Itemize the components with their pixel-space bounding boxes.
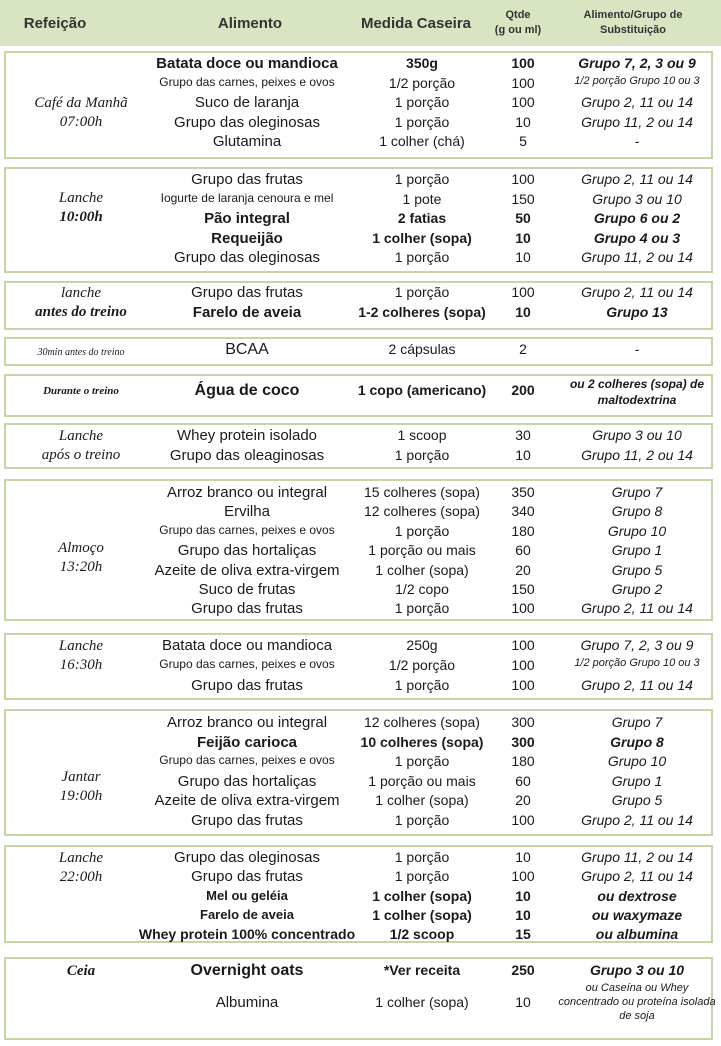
medida-cell: 1/2 copo [395, 581, 449, 597]
medida-cell: 12 colheres (sopa) [364, 714, 480, 730]
qtde-cell: 100 [511, 868, 535, 885]
medida-cell: 1-2 colheres (sopa) [358, 304, 486, 320]
substituicao-cell: ou albumina [595, 926, 679, 943]
medida-cell: 1 porção [394, 600, 450, 617]
substituicao-cell: Grupo 2, 11 ou 14 [581, 868, 693, 885]
substituicao-cell: Grupo 3 ou 10 [592, 190, 682, 207]
medida-cell: 1 scoop [397, 427, 447, 443]
substituicao-cell: 1/2 porção Grupo 10 ou 3 [574, 74, 700, 87]
qtde-cell: 10 [515, 994, 531, 1010]
medida-cell: 1 porção [394, 811, 450, 828]
qtde-cell: 10 [515, 906, 531, 923]
qtde-cell: 10 [515, 229, 531, 246]
medida-cell: 1 porção [394, 113, 450, 130]
alimento-cell: Whey protein 100% concentrado [138, 926, 356, 943]
meal-label-line: Lanche [58, 850, 104, 866]
meal-block [4, 479, 713, 621]
header-substituicao [548, 0, 718, 46]
medida-cell: 1 porção ou mais [368, 772, 476, 789]
substituicao-cell: Grupo 5 [611, 561, 663, 578]
meal-label-line: Durante o treino [43, 385, 119, 397]
header-refeicao: Refeição [23, 14, 87, 32]
medida-cell: 1 porção [394, 868, 450, 885]
meal-block [4, 374, 713, 417]
qtde-cell: 10 [515, 887, 531, 904]
medida-cell: 1 colher (sopa) [375, 561, 469, 578]
substituicao-cell: Grupo 13 [606, 304, 668, 320]
qtde-cell: 30 [515, 427, 531, 443]
substituicao-cell: Grupo 7, 2, 3 ou 9 [580, 637, 694, 653]
alimento-cell: Grupo das oleginosas [174, 249, 320, 266]
substituicao-cell: Grupo 10 [607, 522, 667, 539]
meal-block [4, 709, 713, 836]
substituicao-cell: Grupo 5 [611, 792, 663, 808]
medida-cell: 1 colher (sopa) [372, 887, 472, 904]
qtde-cell: 50 [515, 210, 531, 226]
medida-cell: 1 porção [394, 171, 450, 187]
qtde-cell: 10 [515, 447, 531, 463]
meal-label-line: 30min antes do treino [37, 347, 125, 358]
qtde-cell: 180 [511, 522, 535, 539]
qtde-cell: 250 [511, 962, 535, 978]
table-header [0, 0, 721, 46]
medida-cell: 1 porção [394, 249, 450, 265]
medida-cell: 1 porção [394, 849, 450, 865]
medida-cell: 1/2 porção [388, 657, 456, 673]
medida-cell: 1 colher (chá) [379, 133, 465, 149]
medida-cell: 12 colheres (sopa) [364, 503, 480, 520]
qtde-cell: 300 [511, 733, 535, 750]
substituicao-cell: Grupo 2, 11 ou 14 [581, 811, 693, 828]
alimento-cell: Água de coco [194, 382, 300, 399]
qtde-cell: 350 [511, 484, 535, 500]
qtde-cell: 300 [511, 714, 535, 730]
alimento-cell: Farelo de aveia [192, 304, 302, 321]
meal-label-line: Lanche [58, 428, 104, 444]
alimento-cell: Batata doce ou mandioca [156, 55, 338, 72]
substituicao-cell: Grupo 2, 11 ou 14 [581, 94, 693, 110]
substituicao-cell: Grupo 1 [611, 542, 663, 559]
substituicao-cell: - [634, 341, 640, 357]
medida-cell: 1 porção [394, 94, 450, 110]
qtde-cell: 20 [515, 561, 531, 578]
medida-cell: 1/2 scoop [389, 926, 455, 943]
substituicao-cell: Grupo 1 [611, 772, 663, 789]
qtde-cell: 180 [511, 753, 535, 769]
alimento-cell: Whey protein isolado [176, 427, 318, 444]
substituicao-cell: Grupo 2, 11 ou 14 [581, 284, 693, 300]
substituicao-cell: Grupo 11, 2 ou 14 [581, 849, 693, 865]
medida-cell: 1 porção [394, 677, 450, 693]
alimento-cell: Batata doce ou mandioca [161, 637, 333, 654]
alimento-cell: Grupo das carnes, peixes e ovos [159, 522, 335, 537]
alimento-cell: Grupo das frutas [191, 811, 303, 829]
alimento-cell: Pão integral [204, 210, 290, 227]
header-subst-line1: Alimento/Grupo de [583, 9, 683, 21]
alimento-cell: Grupo das frutas [191, 284, 303, 301]
qtde-cell: 10 [515, 249, 531, 265]
header-alimento: Alimento [217, 14, 283, 32]
qtde-cell: 150 [511, 190, 535, 207]
substituicao-cell: ou 2 colheres (sopa) de maltodextrina [569, 377, 705, 407]
alimento-cell: Grupo das oleaginosas [169, 447, 325, 464]
header-subst-line2: Substituição [599, 24, 666, 36]
medida-cell: 1/2 porção [388, 74, 456, 91]
substituicao-cell: Grupo 4 ou 3 [593, 229, 681, 246]
medida-cell: 1 porção [394, 522, 450, 539]
meal-block [4, 957, 716, 1040]
substituicao-cell: Grupo 7, 2, 3 ou 9 [578, 55, 696, 71]
substituicao-cell: Grupo 11, 2 ou 14 [581, 249, 693, 265]
meal-block [4, 51, 713, 159]
qtde-cell: 150 [511, 581, 535, 597]
medida-cell: 350g [406, 55, 438, 71]
alimento-cell: Grupo das hortaliças [177, 542, 317, 560]
alimento-cell: Albumina [215, 994, 279, 1011]
qtde-cell: 100 [511, 600, 535, 617]
qtde-cell: 20 [515, 792, 531, 808]
alimento-cell: Grupo das carnes, peixes e ovos [159, 753, 335, 767]
qtde-cell: 100 [511, 284, 535, 300]
meal-label-line: Café da Manhã [34, 95, 128, 111]
meal-block [4, 281, 713, 330]
header-qtde-line1: Qtde [505, 9, 531, 21]
meal-label-line: lanche [61, 285, 101, 301]
qtde-cell: 10 [515, 113, 531, 130]
medida-cell: 2 fatias [397, 210, 447, 226]
substituicao-cell: Grupo 3 ou 10 [589, 962, 685, 978]
medida-cell: 1 porção [394, 284, 450, 300]
qtde-cell: 2 [519, 341, 527, 357]
substituicao-cell: Grupo 2, 11 ou 14 [581, 171, 693, 187]
substituicao-cell: Grupo 2, 11 ou 14 [581, 677, 693, 693]
qtde-cell: 200 [511, 382, 535, 398]
meal-label-line: 07:00h [59, 114, 103, 130]
alimento-cell: Iogurte de laranja cenoura e mel [160, 190, 334, 205]
header-qtde-line2: (g ou ml) [494, 24, 542, 36]
substituicao-cell: ou dextrose [597, 887, 677, 904]
alimento-cell: Grupo das carnes, peixes e ovos [159, 657, 335, 671]
meal-label-line: Jantar [61, 769, 101, 785]
alimento-cell: Glutamina [212, 133, 282, 150]
alimento-cell: Feijão carioca [196, 733, 298, 751]
alimento-cell: Grupo das frutas [191, 600, 303, 618]
medida-cell: 1 colher (sopa) [375, 994, 469, 1010]
alimento-cell: Grupo das oleginosas [174, 113, 320, 131]
header-qtde [487, 0, 549, 46]
substituicao-cell: ou waxymaze [591, 906, 683, 923]
meal-label-line: 13:20h [59, 559, 103, 575]
meal-label-line: Almoço [58, 540, 104, 556]
medida-cell: 1 porção [394, 753, 450, 769]
qtde-cell: 100 [511, 677, 535, 693]
medida-cell: *Ver receita [383, 962, 461, 978]
alimento-cell: Suco de frutas [198, 581, 296, 598]
medida-cell: 1 porção [394, 447, 450, 463]
alimento-cell: Arroz branco ou integral [166, 484, 328, 501]
alimento-cell: Suco de laranja [194, 94, 300, 111]
qtde-cell: 60 [515, 542, 531, 559]
alimento-cell: Grupo das hortaliças [177, 772, 317, 790]
substituicao-cell: Grupo 6 ou 2 [593, 210, 681, 226]
substituicao-cell: Grupo 11, 2 ou 14 [581, 447, 693, 463]
qtde-cell: 100 [511, 171, 535, 187]
qtde-cell: 100 [511, 637, 535, 653]
medida-cell: 250g [406, 637, 438, 653]
alimento-cell: Farelo de aveia [200, 906, 294, 922]
medida-cell: 1 porção ou mais [368, 542, 476, 559]
alimento-cell: Grupo das oleginosas [174, 849, 320, 866]
meal-block [4, 167, 713, 273]
qtde-cell: 100 [511, 657, 535, 673]
alimento-cell: BCAA [225, 341, 269, 358]
medida-cell: 10 colheres (sopa) [360, 733, 484, 750]
meal-label-line: 10:00h [59, 209, 103, 225]
substituicao-cell: 1/2 porção Grupo 10 ou 3 [574, 657, 700, 669]
meal-label-line: Ceia [66, 963, 96, 979]
alimento-cell: Grupo das frutas [191, 171, 303, 188]
meal-block [4, 423, 713, 469]
meal-block [4, 337, 713, 366]
alimento-cell: Grupo das carnes, peixes e ovos [159, 74, 335, 89]
substituicao-cell: Grupo 7 [611, 714, 663, 730]
alimento-cell: Azeite de oliva extra-virgem [154, 561, 340, 579]
header-medida: Medida Caseira [360, 14, 472, 32]
substituicao-cell: Grupo 7 [611, 484, 663, 500]
substituicao-cell: Grupo 8 [611, 503, 663, 520]
medida-cell: 15 colheres (sopa) [364, 484, 480, 500]
substituicao-cell: Grupo 8 [610, 733, 664, 750]
alimento-cell: Mel ou geléia [206, 887, 288, 903]
alimento-cell: Ervilha [224, 503, 270, 521]
qtde-cell: 60 [515, 772, 531, 789]
alimento-cell: Grupo das frutas [191, 868, 303, 886]
substituicao-cell: ou Caseína ou Whey concentrado ou proteína isolada de soja [558, 982, 716, 1022]
meal-label-line: Lanche [58, 638, 104, 654]
substituicao-cell: Grupo 11, 2 ou 14 [581, 113, 693, 130]
substituicao-cell: Grupo 10 [607, 753, 667, 769]
medida-cell: 2 cápsulas [388, 341, 456, 357]
meal-label-line: após o treino [41, 447, 121, 463]
medida-cell: 1 pote [402, 190, 442, 207]
substituicao-cell: Grupo 3 ou 10 [592, 427, 682, 443]
meal-block [4, 845, 713, 943]
qtde-cell: 100 [511, 94, 535, 110]
qtde-cell: 10 [515, 849, 531, 865]
alimento-cell: Overnight oats [190, 962, 304, 979]
qtde-cell: 10 [515, 304, 531, 320]
meal-label-line: 19:00h [59, 788, 103, 804]
medida-cell: 1 colher (sopa) [372, 906, 472, 923]
qtde-cell: 15 [515, 926, 531, 943]
medida-cell: 1 colher (sopa) [375, 792, 469, 808]
meal-label-line: antes do treino [35, 304, 127, 320]
qtde-cell: 100 [511, 811, 535, 828]
meal-label-line: 22:00h [59, 869, 103, 885]
substituicao-cell: Grupo 2, 11 ou 14 [581, 600, 693, 617]
meal-label-line: 16:30h [59, 657, 103, 673]
meal-label-line: Lanche [58, 190, 104, 206]
alimento-cell: Grupo das frutas [191, 677, 303, 694]
alimento-cell: Arroz branco ou integral [166, 714, 328, 731]
substituicao-cell: Grupo 2 [611, 581, 663, 597]
alimento-cell: Azeite de oliva extra-virgem [154, 792, 340, 809]
qtde-cell: 100 [511, 74, 535, 91]
qtde-cell: 340 [511, 503, 535, 520]
substituicao-cell: - [634, 133, 640, 149]
qtde-cell: 5 [519, 133, 527, 149]
medida-cell: 1 colher (sopa) [372, 229, 472, 246]
alimento-cell: Requeijão [211, 229, 283, 247]
medida-cell: 1 copo (americano) [357, 382, 487, 398]
qtde-cell: 100 [511, 55, 535, 71]
meal-block [4, 633, 713, 700]
